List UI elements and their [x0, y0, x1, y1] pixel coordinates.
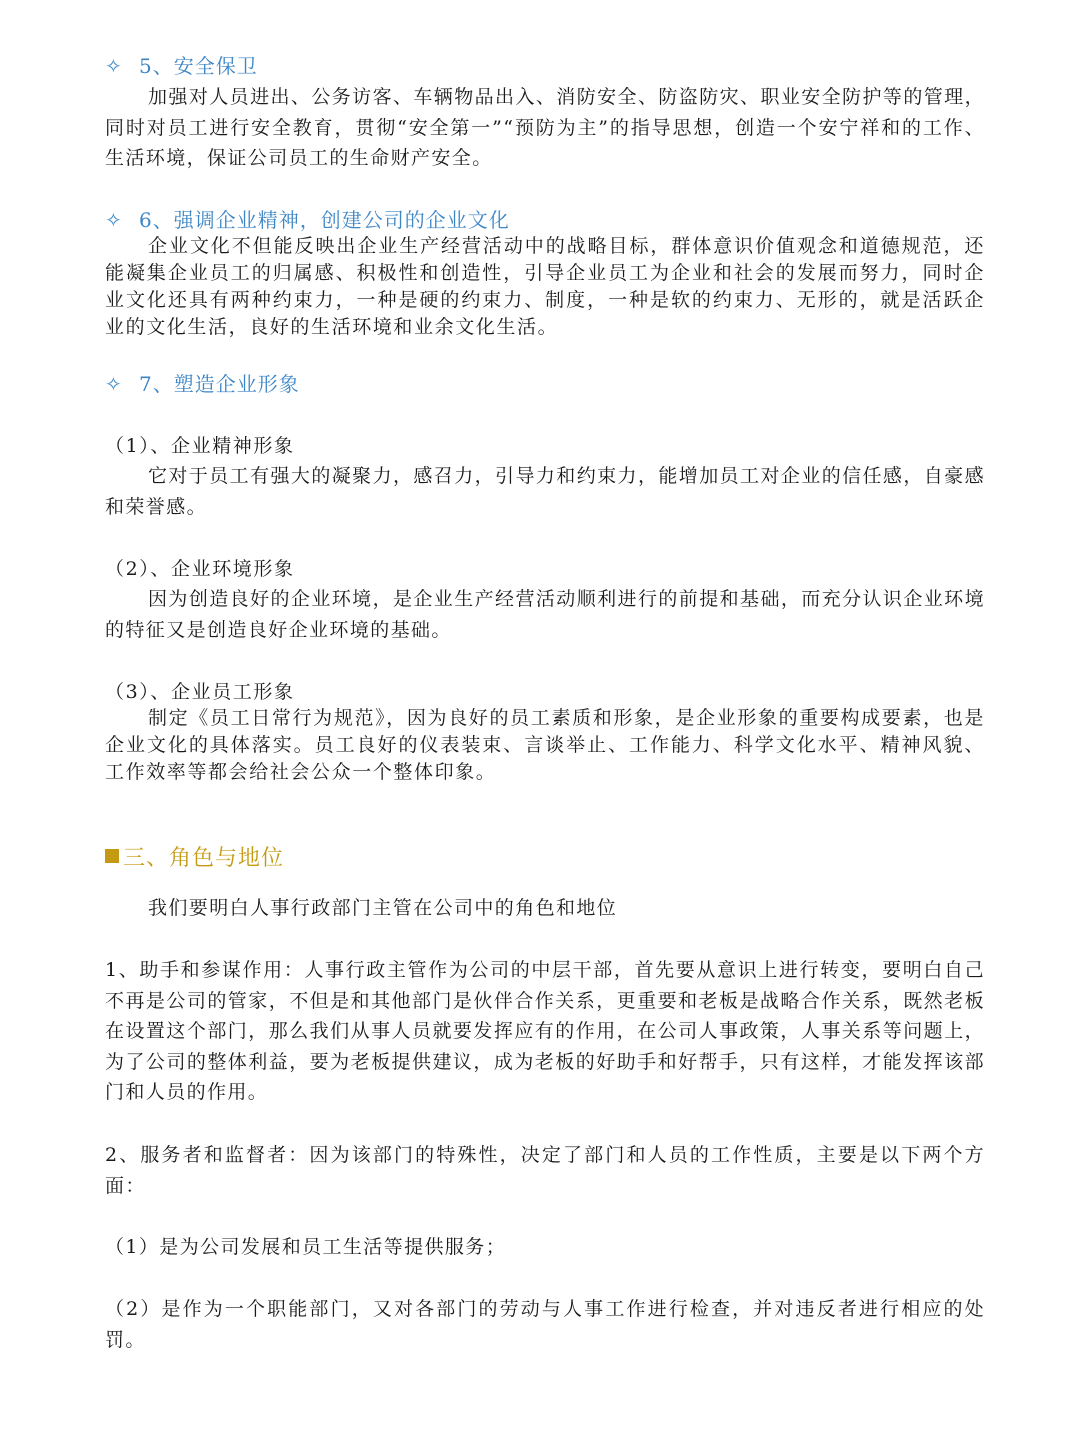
subsection-2-body: 因为创造良好的企业环境，是企业生产经营活动顺利进行的前提和基础，而充分认识企业环境的特征又是创造良好企业环境的基础。 — [105, 588, 985, 641]
subsection-3-title: （3）、企业员工形象 — [105, 681, 295, 703]
section-5-body: 加强对人员进出、公务访客、车辆物品出入、消防安全、防盗防灾、职业安全防护等的管理，同时对员工进行安全教育，贯彻“安全第一”“预防为主”的指导思想，创造一个安宁祥和的工作、生活环境，保证公司员工的生命财产安全。 — [105, 86, 985, 169]
subsection-1-body: 它对于员工有强大的凝聚力，感召力，引导力和约束力，能增加员工对企业的信任感，自豪感和荣誉感。 — [105, 465, 985, 518]
role-paragraph-3: （1）是为公司发展和员工生活等提供服务； — [105, 1236, 507, 1258]
section-6-heading — [105, 207, 985, 233]
section-7-heading — [105, 371, 985, 397]
part-3-title: 三、角色与地位 — [123, 846, 285, 871]
role-paragraph-2: 2、服务者和监督者：因为该部门的特殊性，决定了部门和人员的工作性质，主要是以下两个方面： — [105, 1144, 985, 1197]
sparkle-icon: ✧ — [105, 372, 123, 396]
part-3-intro: 我们要明白人事行政部门主管在公司中的角色和地位 — [148, 897, 618, 919]
sparkle-icon: ✧ — [105, 208, 123, 232]
section-5-heading — [105, 53, 985, 79]
role-paragraph-4: （2）是作为一个职能部门，又对各部门的劳动与人事工作进行检查，并对违反者进行相应的处罚。 — [105, 1298, 985, 1351]
subsection-2-title: （2）、企业环境形象 — [105, 558, 295, 580]
sparkle-icon: ✧ — [105, 54, 123, 78]
part-3-heading — [105, 844, 985, 874]
subsection-1-title: （1）、企业精神形象 — [105, 435, 295, 457]
square-bullet-icon — [105, 849, 119, 863]
section-5-title: 5、安全保卫 — [139, 54, 258, 78]
section-6-body: 企业文化不但能反映出企业生产经营活动中的战略目标，群体意识价值观念和道德规范，还能凝集企业员工的归属感、积极性和创造性，引导企业员工为企业和社会的发展而努力，同时企业文化还具有两种约束力，一种是硬的约束力、制度，一种是软的约束力、无形的，就是活跃企业的文化生活，良好的生活环境和业余文化生活。 — [105, 235, 985, 338]
section-7-title: 7、塑造企业形象 — [139, 372, 300, 396]
role-paragraph-1: 1、助手和参谋作用：人事行政主管作为公司的中层干部，首先要从意识上进行转变，要明白自己不再是公司的管家，不但是和其他部门是伙伴合作关系，更重要和老板是战略合作关系，既然老板在设置这个部门，那么我们从事人员就要发挥应有的作用，在公司人事政策，人事关系等问题上，为了公司的整体利益，要为老板提供建议，成为老板的好助手和好帮手，只有这样，才能发挥该部门和人员的作用。 — [105, 959, 985, 1103]
section-6-title: 6、强调企业精神，创建公司的企业文化 — [139, 208, 510, 232]
subsection-3-body: 制定《员工日常行为规范》，因为良好的员工素质和形象，是企业形象的重要构成要素，也是企业文化的具体落实。员工良好的仪表装束、言谈举止、工作能力、科学文化水平、精神风貌、工作效率等都会给社会公众一个整体印象。 — [105, 707, 985, 783]
